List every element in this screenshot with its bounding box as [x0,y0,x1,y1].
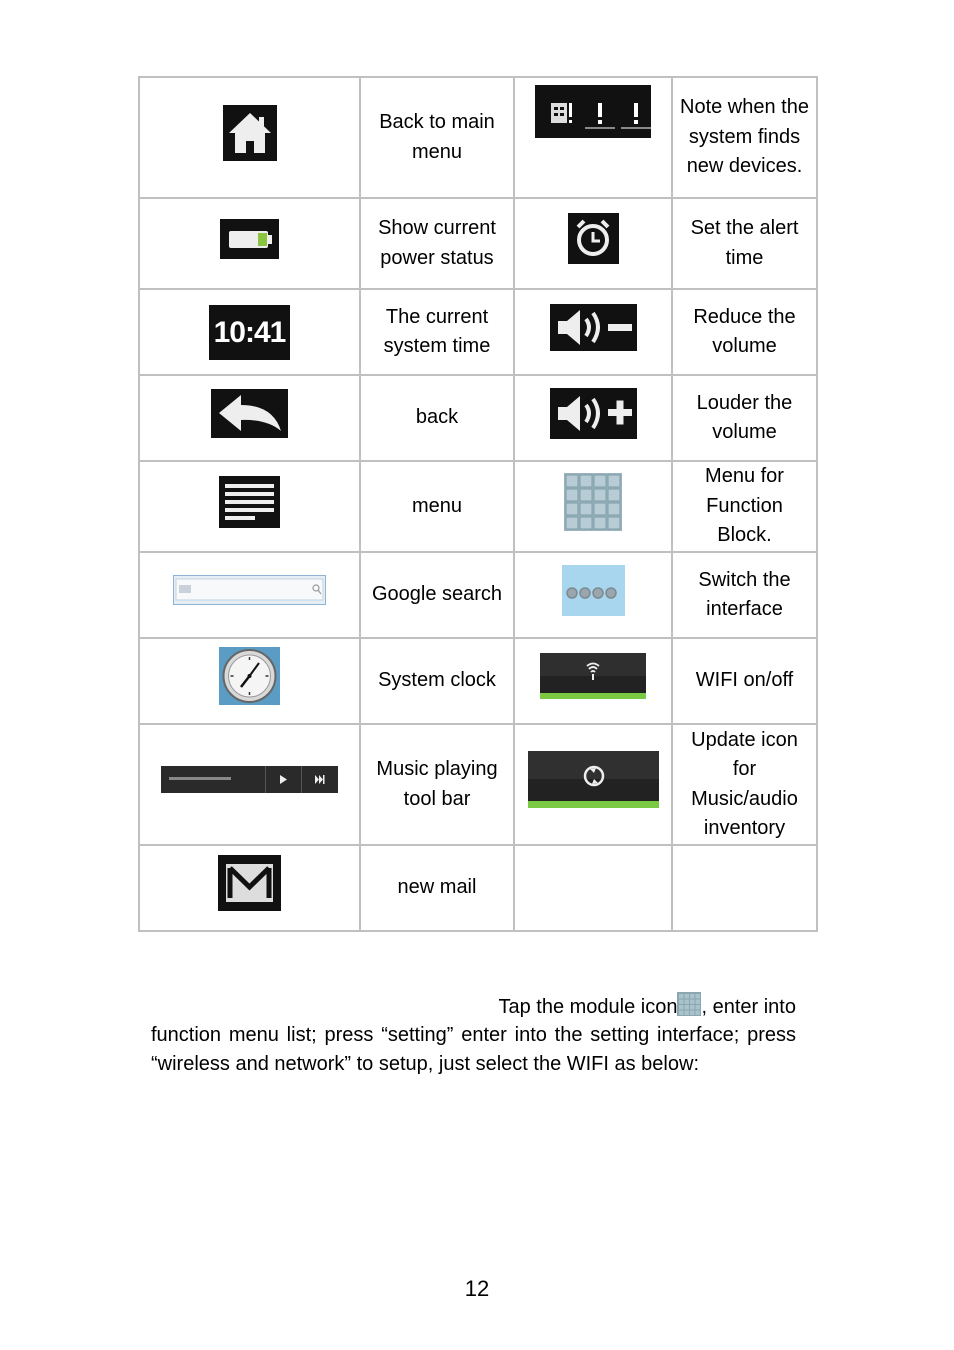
volume-up-icon [550,388,637,449]
icon-cell [514,77,672,198]
description-cell: menu [360,461,514,552]
description-cell: The current system time [360,289,514,375]
icon-cell [139,552,360,638]
volume-down-icon [550,304,637,361]
home-icon [223,105,277,171]
icon-reference-table [138,76,818,932]
icon-cell [514,638,672,724]
description-cell: System clock [360,638,514,724]
description-cell: Menu for Function Block. [672,461,817,552]
google-search-bar-icon [173,575,326,615]
description-cell: WIFI on/off [672,638,817,724]
icon-cell [514,198,672,289]
instruction-paragraph: function menu list; press “setting” enter into the setting interface; press “wireless and network” to setup, just select the WIFI as below: [151,1024,796,1075]
icon-cell [139,289,360,375]
description-cell: Reduce the volume [672,289,817,375]
icon-cell [139,375,360,461]
description-cell: Google search [360,552,514,638]
description-cell: Louder the volume [672,375,817,461]
instruction-paragraph-line1 [151,992,796,1022]
description-cell: Back to main menu [360,77,514,198]
switch-interface-dots-icon [562,565,625,626]
table-row [139,77,817,198]
icon-cell [514,289,672,375]
description-cell: new mail [360,845,514,931]
table-row [139,461,817,552]
table-row [139,724,817,845]
menu-lines-icon [219,476,280,538]
description-cell: Note when the system finds new devices. [672,77,817,198]
icon-cell [514,724,672,845]
icon-cell [139,845,360,931]
table-row [139,198,817,289]
description-cell: back [360,375,514,461]
empty-cell [514,845,672,931]
instruction-text: Tap the module icon [498,996,678,1018]
wifi-toggle-icon [540,653,646,709]
description-cell: Show current power status [360,198,514,289]
back-arrow-icon [211,389,288,448]
icon-cell [514,552,672,638]
gmail-icon [218,855,281,921]
alarm-clock-icon [568,213,619,274]
function-block-grid-icon [564,473,622,541]
icon-cell [514,461,672,552]
analog-clock-icon [219,647,280,715]
table-row [139,845,817,931]
description-cell: Switch the interface [672,552,817,638]
description-cell [672,845,817,931]
description-cell: Set the alert time [672,198,817,289]
module-icon [677,992,701,1016]
icon-cell [139,198,360,289]
table-row [139,289,817,375]
description-cell: Update icon for Music/audio inventory [672,724,817,845]
refresh-icon [528,751,659,818]
instruction-text: , enter into [701,996,796,1018]
description-cell: Music playing tool bar [360,724,514,845]
table-row [139,638,817,724]
page-number: 12 [464,1276,490,1301]
icon-cell [139,461,360,552]
icon-cell [514,375,672,461]
icon-cell [139,77,360,198]
table-row [139,552,817,638]
music-toolbar-icon [161,766,338,803]
new-device-notification-icon [535,85,651,148]
icon-cell [139,724,360,845]
table-row [139,375,817,461]
battery-icon [220,219,279,269]
system-time-display: 10:41 [209,305,290,360]
icon-cell [139,638,360,724]
